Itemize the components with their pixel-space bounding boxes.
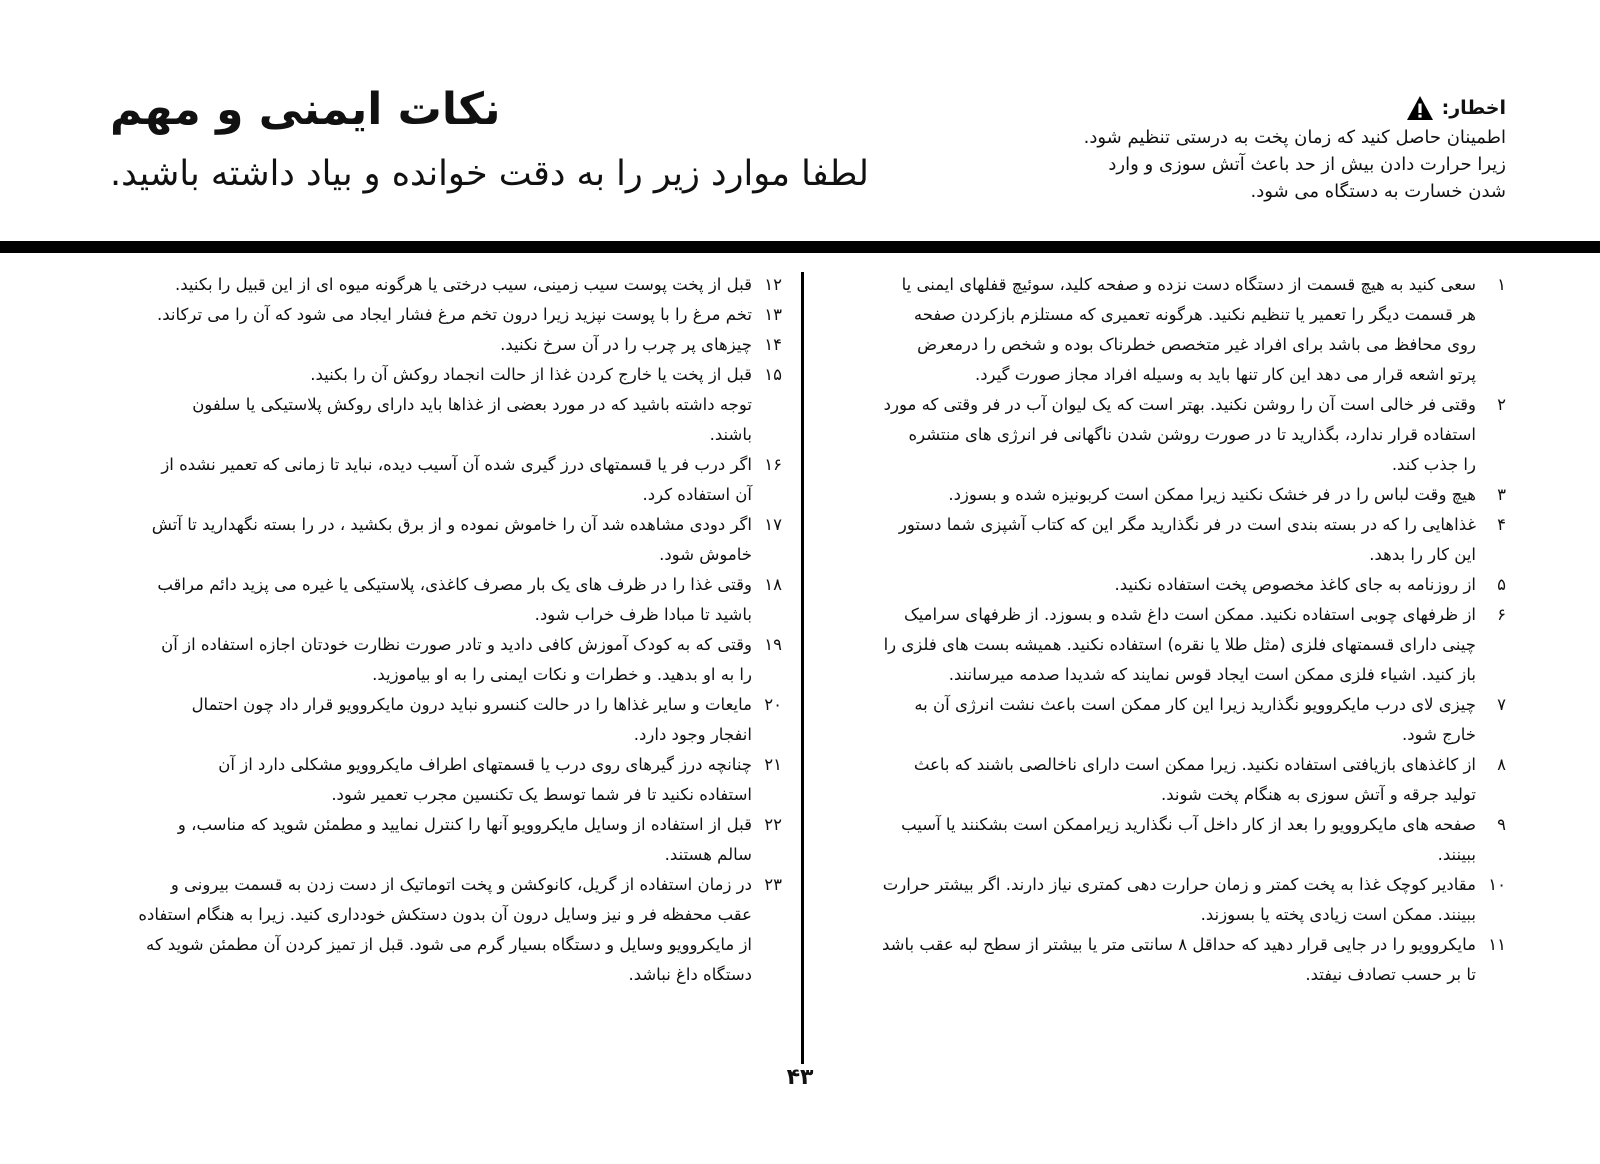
item-text (830, 570, 1476, 600)
item-line: تا بر حسب تصادف نیفتد. (1305, 965, 1476, 984)
item-line: از مایکروویو وسایل و دستگاه بسیار گرم می شود. قبل از تمیز کردن آن مطمئن شوید که (145, 935, 752, 954)
item-line: عقب محفظه فر و نیز وسایل درون آن بدون دستکش خودداری کنید. زیرا به هنگام استفاده (138, 905, 752, 924)
list-item (830, 390, 1506, 480)
item-text (70, 630, 752, 690)
item-line: چیزهای پر چرب را در آن سرخ نکنید. (500, 335, 752, 354)
warning-line: زیرا حرارت دادن بیش از حد باعث آتش سوزی و وارد (1108, 154, 1506, 175)
column-divider (801, 272, 804, 1064)
item-line: مایکروویو را در جایی قرار دهید که حداقل ۸ سانتی متر یا بیشتر از سطح لبه عقب باشد (882, 935, 1476, 954)
item-number: ۵ (1497, 575, 1506, 594)
list-item (70, 570, 782, 630)
item-number: ۱۴ (764, 335, 782, 354)
item-text (830, 480, 1476, 510)
item-line: تولید جرقه و آتش سوزی به هنگام پخت شوند. (1161, 785, 1476, 804)
instructions-right-column (830, 270, 1506, 990)
item-line: ببینند. (1437, 845, 1476, 864)
item-text (830, 390, 1476, 480)
instructions-left-column (70, 270, 782, 990)
list-item (830, 870, 1506, 930)
item-number: ۳ (1497, 485, 1506, 504)
list-item (830, 480, 1506, 510)
warning-line: اطمینان حاصل کنید که زمان پخت به درستی تنظیم شود. (1083, 127, 1506, 148)
item-line: وقتی که به کودک آموزش کافی دادید و تادر صورت نظارت خودتان اجازه استفاده از آن (161, 635, 752, 654)
item-line: اگر درب فر یا قسمتهای درز گیری شده آن آسیب دیده، نباید تا زمانی که تعمیر نشده از (161, 455, 752, 474)
note-line: باشند. (709, 425, 752, 444)
item-line: از روزنامه به جای کاغذ مخصوص پخت استفاده نکنید. (1114, 575, 1476, 594)
list-item (830, 690, 1506, 750)
list-item (830, 600, 1506, 690)
item-number: ۴ (1497, 515, 1506, 534)
item-line: تخم مرغ را با پوست نپزید زیرا درون تخم مرغ فشار ایجاد می شود که آن را می ترکاند. (156, 305, 752, 324)
item-line: اگر دودی مشاهده شد آن را خاموش نموده و از برق بکشید ، در را بسته نگهدارید تا آتش (151, 515, 752, 534)
item-number: ۲۰ (764, 695, 782, 714)
item-line: مایعات و سایر غذاها را در حالت کنسرو نباید درون مایکروویو قرار داد چون احتمال (191, 695, 752, 714)
warning-label: اخطار: (1441, 97, 1506, 119)
list-item (830, 750, 1506, 810)
item-number: ۷ (1497, 695, 1506, 714)
item-number: ۹ (1497, 815, 1506, 834)
item-text (830, 510, 1476, 570)
item-line: از کاغذهای بازیافتی استفاده نکنید. زیرا ممکن است دارای ناخالصی باشند که باعث (913, 755, 1476, 774)
item-text (830, 750, 1476, 810)
list-item (830, 570, 1506, 600)
list-item (70, 330, 782, 360)
item-text (830, 690, 1476, 750)
item-line: چنانچه درز گیرهای روی درب یا قسمتهای اطراف مایکروویو مشکلی دارد از آن (218, 755, 752, 774)
item-number: ۲۱ (764, 755, 782, 774)
item-text (70, 870, 752, 990)
item-line: قبل از پخت یا خارج کردن غذا از حالت انجماد روکش آن را بکنید. (310, 365, 752, 384)
item-number: ۱۲ (764, 275, 782, 294)
list-item (70, 510, 782, 570)
item-line: قبل از پخت پوست سیب زمینی، سیب درختی یا هرگونه میوه ای از این قبیل را بکنید. (174, 275, 752, 294)
item-line: روی محافظ می باشد برای افراد غیر متخصص خطرناک بوده و شخص را درمعرض (917, 335, 1476, 354)
item-number: ۲۳ (764, 875, 782, 894)
item-number: ۲۲ (764, 815, 782, 834)
item-line: چینی دارای قسمتهای فلزی (مثل طلا یا نقره) استفاده نکنید. همیشه بست های فلزی را (883, 635, 1476, 654)
item-line: خاموش شود. (659, 545, 752, 564)
item-text (830, 600, 1476, 690)
item-text (830, 270, 1476, 390)
list-item (70, 690, 782, 750)
warning-box (986, 92, 1506, 205)
item-number: ۱۷ (764, 515, 782, 534)
item-text (70, 360, 752, 390)
list-item (70, 300, 782, 330)
warning-line: شدن خسارت به دستگاه می شود. (1250, 181, 1506, 202)
item-line: ببینند. ممکن است زیادی پخته یا بسوزند. (1200, 905, 1476, 924)
item-text (70, 690, 752, 750)
item-line: قبل از استفاده از وسایل مایکروویو آنها را کنترل نمایید و مطمئن شوید که مناسب، و (177, 815, 752, 834)
item-line: استفاده قرار ندارد، بگذارید تا در صورت روشن شدن ناگهانی فر انرژی های منتشره (908, 425, 1476, 444)
list-item (70, 360, 782, 390)
item-line: مقادیر کوچک غذا به پخت کمتر و زمان حرارت دهی کمتری نیاز دارند. اگر بیشتر حرارت (882, 875, 1476, 894)
item-number: ۱۳ (764, 305, 782, 324)
list-item (830, 810, 1506, 870)
item-text (70, 510, 752, 570)
item-line: وقتی فر خالی است آن را روشن نکنید. بهتر است که یک لیوان آب در فر وقتی که مورد (883, 395, 1476, 414)
item-note (70, 390, 782, 450)
note-line: توجه داشته باشید که در مورد بعضی از غذاها باید دارای روکش پلاستیکی یا سلفون (192, 395, 752, 414)
item-text (830, 810, 1476, 870)
item-number: ۱۸ (764, 575, 782, 594)
item-line: سالم هستند. (664, 845, 752, 864)
item-text (70, 810, 752, 870)
item-number: ۱۵ (764, 365, 782, 384)
item-line: را جذب کند. (1391, 455, 1476, 474)
warning-heading (986, 92, 1506, 124)
item-line: هر قسمت دیگر را تعمیر یا تنظیم نکنید. هرگونه تعمیری که مستلزم بازکردن صفحه (913, 305, 1476, 324)
item-number: ۸ (1497, 755, 1506, 774)
item-line: وقتی غذا را در ظرف های یک بار مصرف کاغذی، پلاستیکی یا غیره می پزید دائم مراقب (157, 575, 752, 594)
list-item (70, 630, 782, 690)
item-line: خارج شود. (1401, 725, 1476, 744)
item-number: ۱۰ (1488, 875, 1506, 894)
item-line: آن استفاده کرد. (642, 485, 752, 504)
warning-triangle-icon (1406, 95, 1434, 121)
header-rule (0, 241, 1600, 253)
item-text (70, 450, 752, 510)
item-line: دستگاه داغ نباشد. (628, 965, 752, 984)
item-text (70, 570, 752, 630)
list-item (70, 750, 782, 810)
page-title: نکات ایمنی و مهم (110, 84, 501, 135)
item-line: هیچ وقت لباس را در فر خشک نکنید زیرا ممکن است کربونیزه شده و بسوزد. (948, 485, 1476, 504)
page-number: ۴۳ (786, 1065, 814, 1090)
item-line: پرتو اشعه قرار می دهد این کار تنها باید به وسیله افراد مجاز صورت گیرد. (974, 365, 1476, 384)
item-text (70, 270, 752, 300)
page-subtitle: لطفا موارد زیر را به دقت خوانده و بیاد داشته باشید. (110, 154, 869, 194)
list-item (830, 930, 1506, 990)
item-line: صفحه های مایکروویو را بعد از کار داخل آب نگذارید زیراممکن است بشکنند یا آسیب (901, 815, 1476, 834)
item-line: این کار را بدهد. (1369, 545, 1476, 564)
item-number: ۱ (1497, 275, 1506, 294)
item-line: باشید تا مبادا ظرف خراب شود. (534, 605, 752, 624)
item-line: غذاهایی را که در بسته بندی است در فر نگذارید مگر این که کتاب آشپزی شما دستور (898, 515, 1476, 534)
item-number: ۱۱ (1488, 935, 1506, 954)
item-line: را به او بدهید. و خطرات و نکات ایمنی را به او بیاموزید. (372, 665, 752, 684)
item-line: از ظرفهای چوبی استفاده نکنید. ممکن است داغ شده و بسوزد. از ظرفهای سرامیک (903, 605, 1476, 624)
item-line: در زمان استفاده از گریل، کانوکشن و پخت اتوماتیک از دست زدن به قسمت بیرونی و (170, 875, 752, 894)
item-number: ۱۶ (764, 455, 782, 474)
item-line: استفاده نکنید تا فر شما توسط یک تکنسین مجرب تعمیر شود. (331, 785, 752, 804)
item-line: سعی کنید به هیچ قسمت از دستگاه دست نزده و صفحه کلید، سوئیچ قفلهای ایمنی یا (901, 275, 1476, 294)
item-line: باز کنید. اشیاء فلزی ممکن است ایجاد قوس نمایند که شدیدا صدمه میرسانند. (948, 665, 1476, 684)
item-line: چیزی لای درب مایکروویو نگذارید زیرا این کار ممکن است باعث نشت انرژی آن به (914, 695, 1476, 714)
item-number: ۶ (1497, 605, 1506, 624)
item-text (70, 750, 752, 810)
item-number: ۲ (1497, 395, 1506, 414)
item-number: ۱۹ (764, 635, 782, 654)
list-item (70, 450, 782, 510)
list-item (830, 510, 1506, 570)
list-item (70, 870, 782, 990)
item-line: انفجار وجود دارد. (633, 725, 752, 744)
list-item (830, 270, 1506, 390)
item-text (70, 300, 752, 330)
list-item (70, 810, 782, 870)
item-text (70, 330, 752, 360)
item-text (830, 930, 1476, 990)
list-item (70, 270, 782, 300)
item-text (830, 870, 1476, 930)
